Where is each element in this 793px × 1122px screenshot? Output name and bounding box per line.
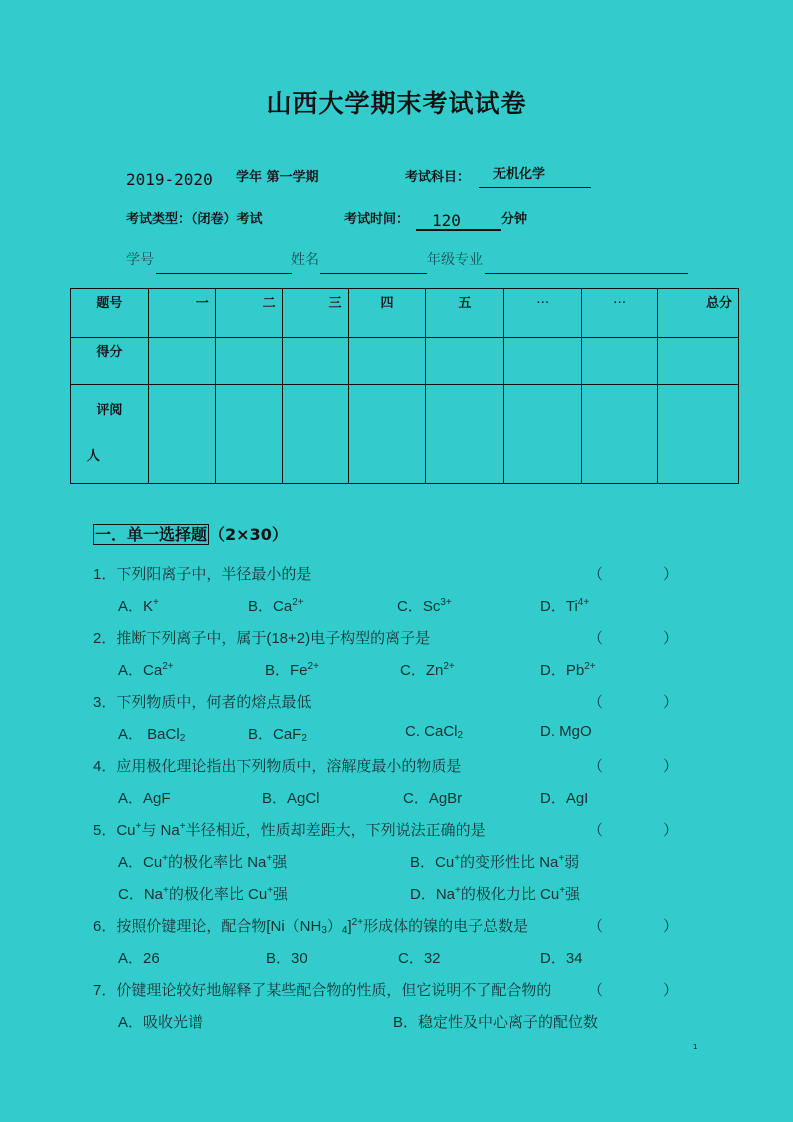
superscript: +	[162, 853, 169, 864]
section-label: 一．单一选择题	[95, 525, 208, 544]
answer-option	[118, 1011, 203, 1032]
text-segment: C．Zn	[400, 662, 444, 679]
score-cell[interactable]	[658, 338, 739, 385]
header-cell: 总分	[658, 289, 739, 338]
score-cell[interactable]	[282, 338, 348, 385]
header-cell: …	[582, 289, 658, 338]
text-segment: B．Ca	[248, 598, 293, 615]
section-points: （2×30）	[209, 525, 288, 544]
exam-title: 山西大学期末考试试卷	[266, 89, 527, 118]
answer-option	[540, 947, 583, 968]
reviewer-cell[interactable]	[582, 385, 658, 484]
exam-time-field: 120	[416, 211, 501, 231]
question-stem	[93, 819, 486, 840]
question-stem	[93, 915, 528, 936]
text-segment: B．30	[266, 950, 308, 967]
reviewer-cell[interactable]	[282, 385, 348, 484]
reviewer-cell[interactable]	[658, 385, 739, 484]
student-id-label: 学号	[126, 252, 154, 268]
subject-label: 考试科目：	[405, 170, 471, 185]
superscript: 2+	[307, 661, 319, 672]
score-cell[interactable]	[148, 338, 215, 385]
text-segment: C．AgBr	[403, 790, 463, 807]
text-segment: C．Na	[118, 886, 164, 903]
text-segment: A．K	[118, 598, 154, 615]
superscript: +	[455, 885, 461, 896]
text-segment: 1．下列阳离子中，半径最小的是	[93, 566, 312, 583]
answer-option	[118, 723, 185, 744]
subject-field: 无机化学	[479, 163, 591, 188]
section-heading	[93, 522, 288, 545]
table-row-score	[71, 338, 739, 385]
text-segment: D．Pb	[540, 662, 585, 679]
answer-option	[248, 595, 304, 616]
subscript: 4	[341, 925, 348, 936]
exam-time-label: 考试时间：	[344, 212, 410, 227]
text-segment: D．AgI	[540, 790, 589, 807]
text-segment: 半径相近，性质却差距大，下列说法正确的是	[185, 822, 486, 839]
text-segment: B．稳定性及中心离子的配位数	[393, 1014, 599, 1031]
text-segment: 强	[273, 886, 289, 903]
text-segment: B．CaF	[248, 726, 302, 743]
answer-blank[interactable]: （ ）	[588, 918, 679, 935]
text-segment: A．Ca	[118, 662, 163, 679]
answer-option	[400, 659, 455, 680]
text-segment: ）	[326, 918, 342, 935]
text-segment: B．Fe	[265, 662, 308, 679]
text-segment: C．32	[398, 950, 441, 967]
exam-type: 考试类型：（闭卷）考试	[126, 212, 263, 227]
academic-year: 2019-2020	[126, 170, 213, 189]
superscript: +	[267, 885, 274, 896]
answer-option	[540, 787, 588, 808]
answer-option	[540, 723, 592, 740]
text-segment: ]	[347, 918, 352, 935]
text-segment: C．Sc	[397, 598, 441, 615]
superscript: 2+	[162, 661, 174, 672]
exam-time-unit: 分钟	[501, 212, 528, 227]
superscript: 4+	[577, 597, 590, 608]
reviewer-cell[interactable]	[426, 385, 504, 484]
superscript: 2+	[292, 597, 304, 608]
score-table	[70, 288, 739, 484]
text-segment: 的极化率比 Cu	[168, 886, 268, 903]
answer-blank[interactable]: （ ）	[588, 758, 679, 775]
superscript: 2+	[584, 661, 596, 672]
superscript: +	[153, 597, 159, 608]
term: 学年 第一学期	[236, 170, 319, 185]
text-segment: 形成体的镍的电子总数是	[363, 918, 529, 935]
reviewer-label-1: 评阅	[96, 403, 123, 418]
question-stem	[93, 691, 311, 712]
subscript: 3	[321, 925, 327, 936]
answer-option	[403, 787, 462, 808]
text-segment: 强	[565, 886, 581, 903]
superscript: 2+	[351, 917, 364, 928]
answer-option	[397, 595, 452, 616]
text-segment: 的极化率比 Na	[168, 854, 267, 871]
answer-option	[405, 723, 463, 740]
reviewer-cell[interactable]	[148, 385, 215, 484]
answer-blank[interactable]: （ ）	[588, 630, 679, 647]
subscript: 2	[179, 733, 186, 744]
table-row-reviewer	[71, 385, 739, 484]
answer-blank[interactable]: （ ）	[588, 982, 679, 999]
answer-option	[118, 595, 159, 616]
superscript: +	[558, 853, 565, 864]
reviewer-cell[interactable]	[215, 385, 282, 484]
question-stem	[93, 755, 461, 776]
score-cell[interactable]	[215, 338, 282, 385]
text-segment: 7．价键理论较好地解释了某些配合物的性质，但它说明不了配合物的	[93, 982, 552, 999]
answer-option	[118, 947, 160, 968]
text-segment: A．Cu	[118, 854, 163, 871]
answer-option	[118, 659, 174, 680]
answer-option	[540, 659, 596, 680]
answer-blank[interactable]: （ ）	[588, 566, 679, 583]
grade-major-field[interactable]	[485, 273, 688, 274]
text-segment: D．Na	[410, 886, 456, 903]
text-segment: A．AgF	[118, 790, 171, 807]
student-id-field[interactable]	[156, 273, 292, 274]
text-segment: D．34	[540, 950, 583, 967]
answer-option	[118, 883, 288, 904]
answer-option	[262, 787, 320, 808]
score-row-label: 得分	[71, 338, 149, 385]
text-segment: 强	[272, 854, 288, 871]
text-segment: 3．下列物质中，何者的熔点最低	[93, 694, 312, 711]
reviewer-label-2: 人	[86, 449, 100, 464]
text-segment: 弱	[564, 854, 580, 871]
page-number: 1	[693, 1043, 698, 1051]
text-segment: B．AgCl	[262, 790, 320, 807]
header-cell: …	[504, 289, 582, 338]
text-segment: A．吸收光谱	[118, 1014, 204, 1031]
header-cell: 四	[348, 289, 426, 338]
subscript: 2	[301, 733, 307, 744]
header-cell: 三	[282, 289, 348, 338]
superscript: +	[179, 821, 186, 832]
score-cell[interactable]	[504, 338, 582, 385]
question-stem	[93, 979, 551, 1000]
superscript: +	[559, 885, 566, 896]
answer-option	[248, 723, 307, 744]
text-segment: 的极化力比 Cu	[460, 886, 560, 903]
superscript: +	[135, 821, 142, 832]
question-stem	[93, 563, 311, 584]
text-segment: 6．按照价键理论，配合物[Ni（NH	[93, 918, 322, 935]
text-segment: D．Ti	[540, 598, 578, 615]
reviewer-cell[interactable]	[348, 385, 426, 484]
text-segment: 5．Cu	[93, 822, 136, 839]
answer-option	[398, 947, 441, 968]
text-segment: 的变形性比 Na	[460, 854, 559, 871]
table-row-question-number	[71, 289, 739, 338]
text-segment: A．26	[118, 950, 160, 967]
header-cell: 五	[426, 289, 504, 338]
score-cell[interactable]	[582, 338, 658, 385]
answer-option	[265, 659, 319, 680]
header-cell: 一	[148, 289, 215, 338]
text-segment: 4．应用极化理论指出下列物质中，溶解度最小的物质是	[93, 758, 462, 775]
question-stem	[93, 627, 430, 648]
text-segment: 2．推断下列离子中，属于(18+2)电子构型的离子是	[93, 630, 431, 647]
answer-option	[118, 851, 287, 872]
text-segment: D. MgO	[540, 723, 592, 740]
answer-option	[410, 851, 579, 872]
superscript: +	[454, 853, 461, 864]
header-cell: 题号	[71, 289, 149, 338]
name-label: 姓名	[291, 252, 319, 268]
subscript: 2	[457, 730, 464, 741]
superscript: +	[163, 885, 169, 896]
header-cell: 二	[215, 289, 282, 338]
reviewer-row-label	[71, 385, 149, 484]
superscript: +	[266, 853, 273, 864]
answer-option	[118, 787, 171, 808]
text-segment: B．Cu	[410, 854, 455, 871]
grade-major-label: 年级专业	[427, 252, 483, 268]
answer-blank[interactable]: （ ）	[588, 694, 679, 711]
text-segment: 与 Na	[141, 822, 180, 839]
name-field[interactable]	[320, 273, 427, 274]
answer-option	[393, 1011, 598, 1032]
reviewer-cell[interactable]	[504, 385, 582, 484]
superscript: 2+	[443, 661, 455, 672]
answer-option	[410, 883, 580, 904]
answer-option	[266, 947, 308, 968]
text-segment: A． BaCl	[118, 726, 180, 743]
superscript: 3+	[440, 597, 452, 608]
score-cell[interactable]	[348, 338, 426, 385]
answer-blank[interactable]: （ ）	[588, 822, 679, 839]
score-cell[interactable]	[426, 338, 504, 385]
text-segment: C. CaCl	[405, 723, 458, 740]
answer-option	[540, 595, 589, 616]
